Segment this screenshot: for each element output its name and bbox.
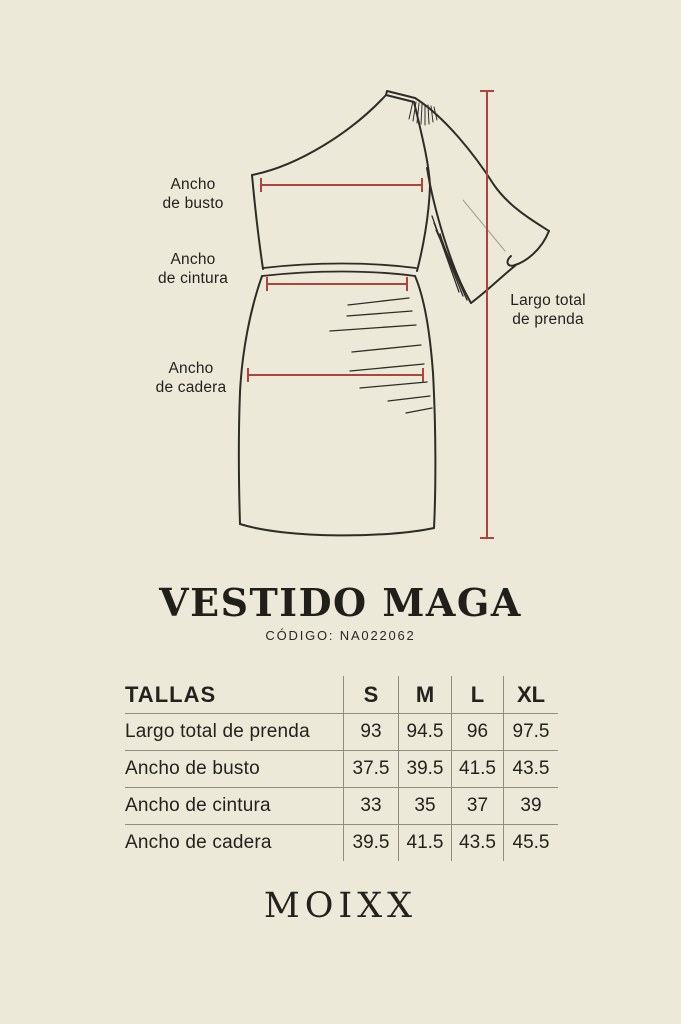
table-row-label: Ancho de cadera <box>125 824 343 861</box>
hip-width-label-line1: Ancho <box>168 360 214 377</box>
table-row-label: Ancho de cintura <box>125 787 343 824</box>
size-value-cell: 45.5 <box>503 824 558 861</box>
size-table <box>125 676 558 861</box>
bust-width-label-line1: Ancho <box>170 176 216 193</box>
bust-width-label-line2: de busto <box>162 195 224 212</box>
hip-width-label-line2: de cadera <box>155 379 227 396</box>
size-value-cell: 39 <box>503 787 558 824</box>
total-length-label <box>473 291 623 329</box>
size-value-cell: 41.5 <box>398 824 451 861</box>
table-row-label: Largo total de prenda <box>125 713 343 750</box>
bust-width-label <box>118 175 268 213</box>
size-value-cell: 35 <box>398 787 451 824</box>
size-column-header-m: M <box>398 676 451 713</box>
size-value-cell: 96 <box>451 713 503 750</box>
size-value-cell: 37.5 <box>343 750 398 787</box>
waist-measure-line <box>267 277 407 291</box>
size-value-cell: 43.5 <box>503 750 558 787</box>
total-length-label-line2: de prenda <box>512 311 584 328</box>
sleeve <box>415 98 549 303</box>
size-column-header-s: S <box>343 676 398 713</box>
waist-width-label-line1: Ancho <box>170 251 216 268</box>
size-column-header-xl: XL <box>503 676 558 713</box>
brand-logo: MOIXX <box>263 886 418 926</box>
bust-measure-line <box>261 178 422 192</box>
skirt-pleat-lines <box>330 298 432 413</box>
dress-outline <box>239 91 436 535</box>
size-value-cell: 39.5 <box>343 824 398 861</box>
size-value-cell: 37 <box>451 787 503 824</box>
table-row-label: Ancho de busto <box>125 750 343 787</box>
size-value-cell: 93 <box>343 713 398 750</box>
hip-measure-line <box>248 368 423 382</box>
size-value-cell: 39.5 <box>398 750 451 787</box>
hip-width-label <box>116 359 266 397</box>
total-length-label-line1: Largo total <box>510 292 586 309</box>
waist-width-label <box>118 250 268 288</box>
size-table-header-tallas: TALLAS <box>125 681 217 707</box>
waist-width-label-line2: de cintura <box>157 270 229 287</box>
size-value-cell: 41.5 <box>451 750 503 787</box>
product-code: CÓDIGO: NA022062 <box>265 628 416 643</box>
size-value-cell: 97.5 <box>503 713 558 750</box>
size-value-cell: 33 <box>343 787 398 824</box>
size-column-header-l: L <box>451 676 503 713</box>
size-value-cell: 43.5 <box>451 824 503 861</box>
size-value-cell: 94.5 <box>398 713 451 750</box>
product-title: VESTIDO MAGA <box>159 580 522 625</box>
